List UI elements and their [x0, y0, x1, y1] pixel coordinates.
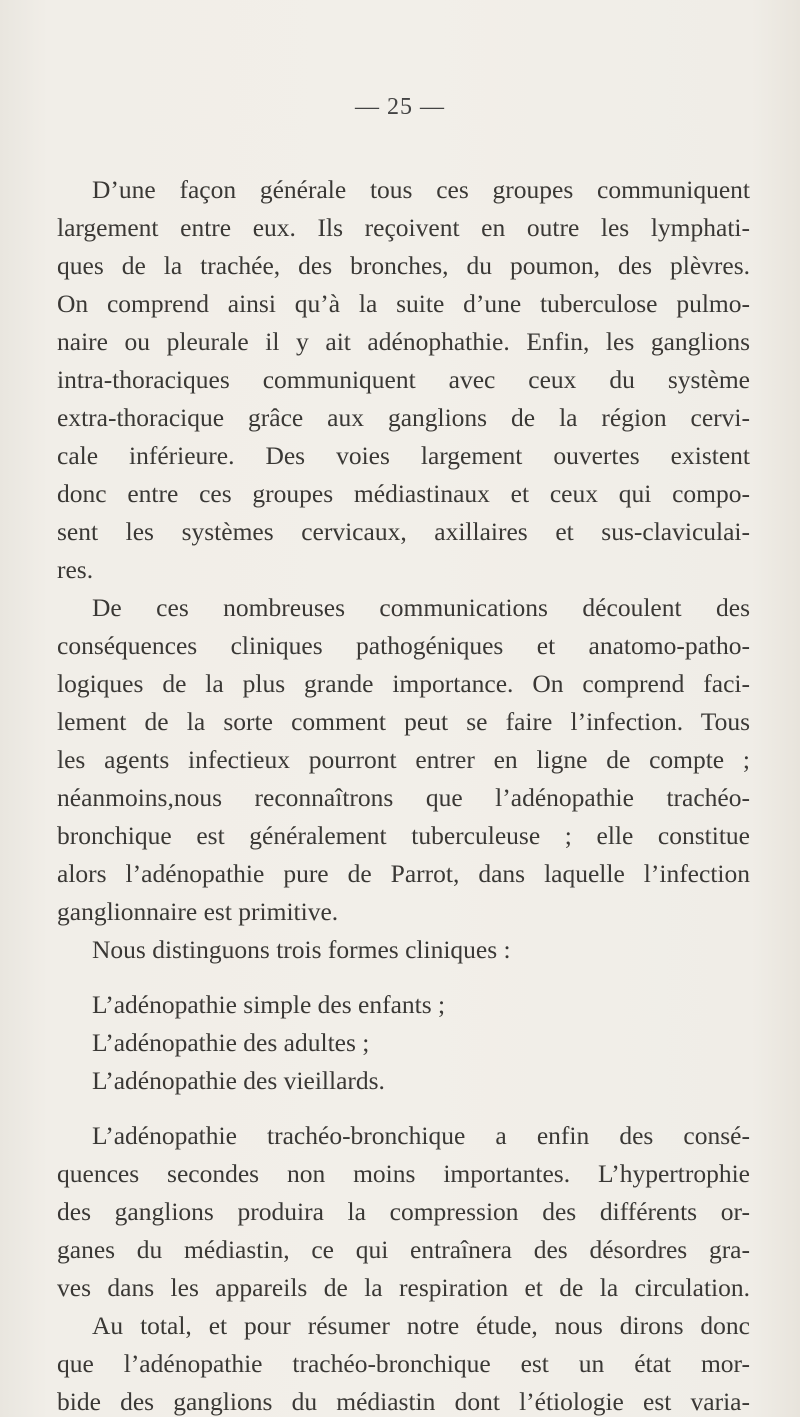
text-line: bide des ganglions du médiastin dont l’étiologie est varia- [57, 1387, 750, 1416]
page-number: — 25 — [355, 94, 445, 120]
text-line: lement de la sorte comment peut se faire l’infection. Tous [57, 707, 750, 736]
text-line: largement entre eux. Ils reçoivent en outre les lymphati- [57, 213, 750, 242]
text-line: alors l’adénopathie pure de Parrot, dans laquelle l’infection [57, 859, 750, 888]
list-item: L’adénopathie des adultes ; [92, 1028, 370, 1057]
text-line: donc entre ces groupes médiastinaux et ceux qui compo- [57, 479, 750, 508]
text-line: L’adénopathie trachéo-bronchique a enfin des consé- [92, 1121, 750, 1150]
text-line: D’une façon générale tous ces groupes communiquent [92, 175, 750, 204]
list-item: L’adénopathie simple des enfants ; [92, 990, 446, 1019]
text-line: ques de la trachée, des bronches, du poumon, des plèvres. [57, 251, 750, 280]
text-line: cale inférieure. Des voies largement ouvertes existent [57, 441, 750, 470]
text-line: ganglionnaire est primitive. [57, 897, 339, 926]
text-line: conséquences cliniques pathogéniques et anatomo-patho- [57, 631, 750, 660]
text-line: De ces nombreuses communications découlent des [92, 593, 750, 622]
text-line: ves dans les appareils de la respiration et de la circulation. [57, 1273, 750, 1302]
list-item: L’adénopathie des vieillards. [92, 1066, 385, 1095]
text-line: On comprend ainsi qu’à la suite d’une tuberculose pulmo- [57, 289, 750, 318]
text-line: intra-thoraciques communiquent avec ceux du système [57, 365, 750, 394]
text-line: naire ou pleurale il y ait adénophathie. Enfin, les ganglions [57, 327, 750, 356]
text-line: bronchique est généralement tuberculeuse ; elle constitue [57, 821, 750, 850]
text-line: Nous distinguons trois formes cliniques : [92, 935, 511, 964]
text-line: les agents infectieux pourront entrer en ligne de compte ; [57, 745, 750, 774]
text-line: logiques de la plus grande importance. On comprend faci- [57, 669, 750, 698]
text-line: ganes du médiastin, ce qui entraînera des désordres gra- [57, 1235, 750, 1264]
text-line: Au total, et pour résumer notre étude, nous dirons donc [92, 1311, 750, 1340]
text-line: des ganglions produira la compression des différents or- [57, 1197, 750, 1226]
text-line: que l’adénopathie trachéo-bronchique est un état mor- [57, 1349, 750, 1378]
text-line: extra-thoracique grâce aux ganglions de la région cervi- [57, 403, 750, 432]
text-line: néanmoins,nous reconnaîtrons que l’adénopathie trachéo- [57, 783, 750, 812]
text-line: sent les systèmes cervicaux, axillaires et sus-claviculai- [57, 517, 750, 546]
text-line: res. [57, 555, 94, 584]
text-line: quences secondes non moins importantes. L’hypertrophie [57, 1159, 750, 1188]
